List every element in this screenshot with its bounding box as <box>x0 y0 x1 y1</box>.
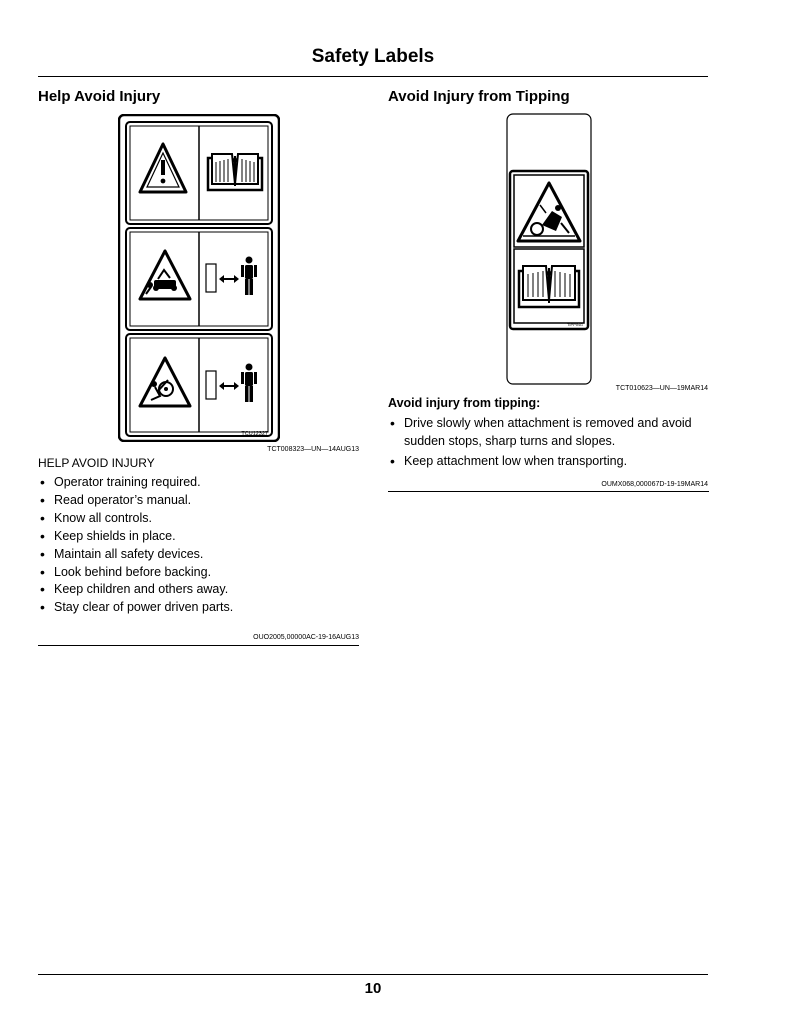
list-item: • Drive slowly when attachment is removed and avoid sudden stops, sharp turns and slopes. <box>388 415 710 451</box>
list-item: • Maintain all safety devices. <box>38 546 358 564</box>
help-avoid-injury-label-figure <box>118 114 280 442</box>
figure-ref-right: TCT010623—UN—19MAR14 <box>615 385 708 392</box>
figure-ref-left: TCT008323—UN—14AUG13 <box>267 446 359 453</box>
list-item: • Keep children and others away. <box>38 581 358 599</box>
page-title: Safety Labels <box>311 46 435 67</box>
list-item: • Stay clear of power driven parts. <box>38 599 358 617</box>
list-item: • Keep attachment low when transporting. <box>388 453 710 471</box>
help-avoid-injury-list <box>38 474 358 617</box>
list-item: • Read operator’s manual. <box>38 492 358 510</box>
label-panel-3 <box>126 334 272 436</box>
label-panel-1 <box>126 122 272 224</box>
label-code: TIPPING <box>566 322 583 327</box>
caption-help-avoid-injury: HELP AVOID INJURY <box>38 456 155 470</box>
section-title-avoid-tipping: Avoid Injury from Tipping <box>388 88 570 105</box>
avoid-tipping-label-figure <box>506 113 592 385</box>
label-panel-2 <box>126 228 272 330</box>
list-item: • Keep shields in place. <box>38 528 358 546</box>
manual-book-icon <box>519 266 579 307</box>
page-number: 10 <box>364 980 382 997</box>
section-end-rule-left <box>38 645 359 646</box>
list-item: • Look behind before backing. <box>38 564 358 582</box>
footer-rule <box>38 974 708 975</box>
section-end-rule-right <box>388 491 709 492</box>
list-item: • Operator training required. <box>38 474 358 492</box>
doc-ref-right: OUMX068,000067D-19-19MAR14 <box>601 481 708 488</box>
list-item: • Know all controls. <box>38 510 358 528</box>
doc-ref-left: OUO2005,00000AC-19-16AUG13 <box>253 634 359 641</box>
section-title-help-avoid-injury: Help Avoid Injury <box>38 88 161 105</box>
label-code: TCU12327 <box>241 431 268 437</box>
subheading-avoid-tipping: Avoid injury from tipping: <box>388 396 541 410</box>
header-rule <box>38 76 708 77</box>
avoid-tipping-list <box>388 415 710 471</box>
manual-book-icon <box>208 154 262 190</box>
